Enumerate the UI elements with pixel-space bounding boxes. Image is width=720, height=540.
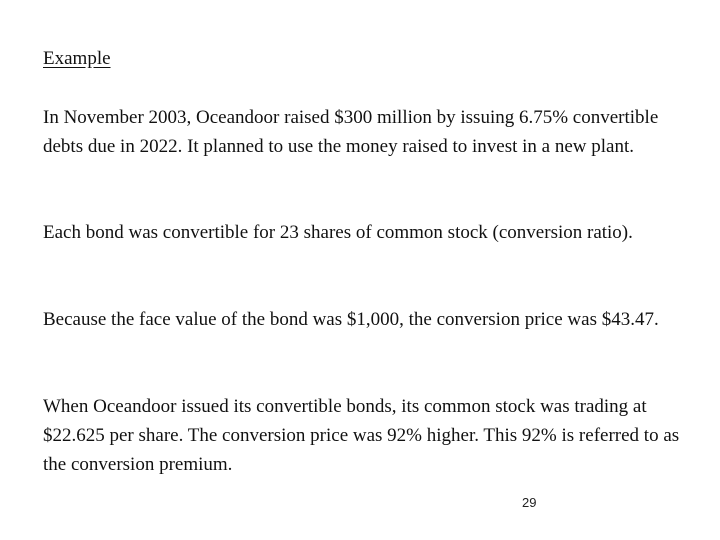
paragraph-bond-issue: In November 2003, Oceandoor raised $300 million by issuing 6.75% convertible debts due in 2022. It planned to use the money raised to invest in a new plant. <box>43 107 659 157</box>
page-number: 29 <box>522 495 537 510</box>
slide-heading: Example <box>43 48 111 69</box>
paragraph-conversion-premium: When Oceandoor issued its convertible bonds, its common stock was trading at $22.625 per share. The conversion price was 92% higher. This 92% is referred to as the conversion premium. <box>43 396 680 475</box>
paragraph-conversion-price: Because the face value of the bond was $1,000, the conversion price was $43.47. <box>43 309 659 330</box>
paragraph-conversion-ratio: Each bond was convertible for 23 shares of common stock (conversion ratio). <box>43 222 633 243</box>
